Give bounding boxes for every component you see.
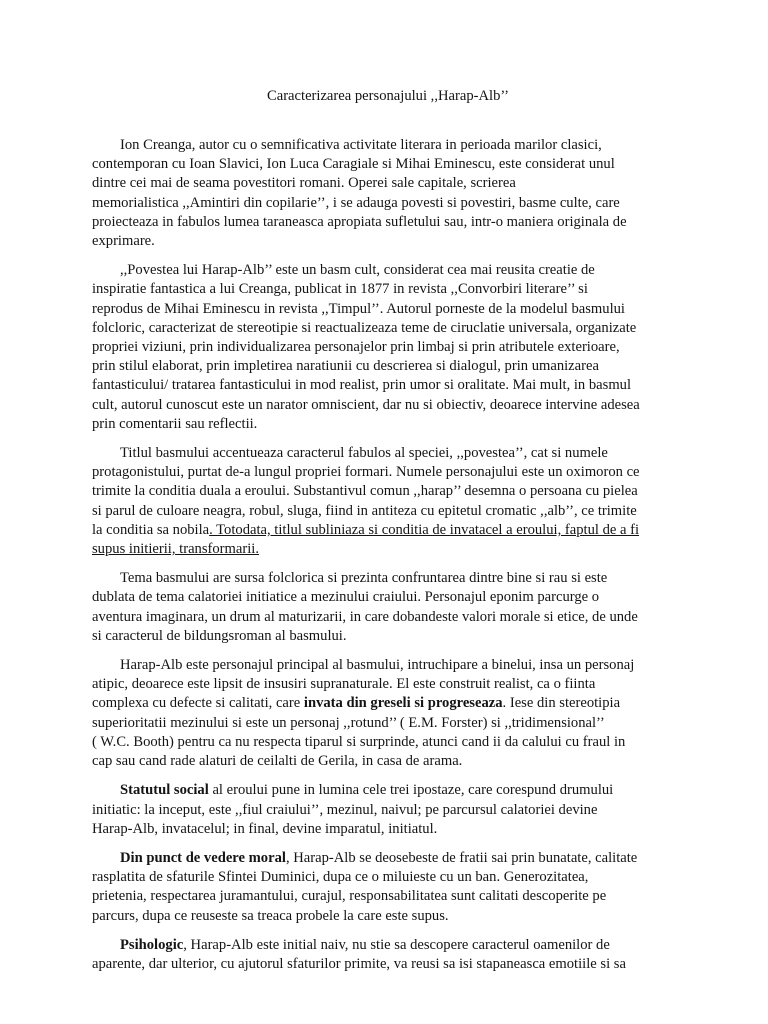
bold-text: invata din greseli si progreseaza — [303, 695, 503, 712]
text-line: si caracterul de bildungsroman al basmului. — [92, 627, 347, 644]
text-line: si parul de culoare neagra, robul, sluga, fiind in antiteza cu epitetul cromatic ,,alb’’, ce trimite — [92, 502, 637, 519]
paragraph-basm-cult — [92, 261, 678, 434]
text-line: dintre cei mai de seama povestitori romani. Operei sale capitale, scrierea — [92, 175, 516, 192]
text-line: cult, autorul cunoscut este un narator omniscient, dar nu si obiectiv, deoarece intervine adesea — [92, 396, 640, 413]
text-line: propriei viziuni, prin individualizarea personajelor prin limbaj si prin atributele exterioare, — [92, 339, 620, 356]
text-line — [92, 521, 678, 540]
text-segment: la conditia sa nobila — [92, 521, 210, 538]
text-line: exprimare. — [92, 233, 155, 250]
text-segment: , Harap-Alb se deosebeste de fratii sai prin bunatate, calitate — [285, 849, 638, 866]
text-line: Harap-Alb este personajul principal al basmului, intruchipare a binelui, insa un personaj — [120, 657, 635, 674]
text-line: proiecteaza in fabulos lumea taraneasca apropiata sufletului sau, intr-o maniera originala de — [92, 213, 627, 230]
underlined-text: supus initierii, transformarii. — [92, 541, 259, 558]
text-segment: al eroului pune in lumina cele trei ipostaze, care corespund drumului — [208, 782, 614, 799]
paragraph-tema — [92, 569, 678, 646]
text-line: Harap-Alb, invatacelul; in final, devine imparatul, initiatul. — [92, 820, 438, 837]
bold-text: Psihologic — [120, 936, 184, 953]
text-line — [92, 540, 678, 559]
text-line: memorialistica ,,Amintiri din copilarie’’, i se adauga povesti si povestiri, basme culte, care — [92, 194, 620, 211]
text-line: dublata de tema calatoriei initiatice a mezinului craiului. Personajul eponim parcurge o — [92, 589, 600, 606]
text-line: Titlul basmului accentueaza caracterul fabulos al speciei, ,,povestea’’, cat si numele — [120, 445, 608, 462]
text-line: Ion Creanga, autor cu o semnificativa activitate literara in perioada marilor clasici, — [120, 137, 602, 153]
text-line: fantasticului/ tratarea fantasticului in mod realist, prin umor si oralitate. Mai mult, in basmul — [92, 377, 632, 394]
text-line — [92, 694, 678, 713]
text-line: prin comentarii sau reflectii. — [92, 415, 258, 432]
paragraph-intro — [92, 136, 678, 251]
text-line: inspiratie fantastica a lui Creanga, publicat in 1877 in revista ,,Convorbiri literare’’ si — [92, 281, 588, 298]
text-line: trimite la conditia duala a eroului. Substantivul comun ,,harap’’ desemna o persoana cu pielea — [92, 483, 638, 500]
text-line: aparente, dar ulterior, cu ajutorul sfaturilor primite, va reusi sa isi stapaneasca emotiile si sa — [92, 955, 626, 972]
page-title: Caracterizarea personajului ,,Harap-Alb’’ — [266, 88, 509, 104]
paragraph-psihologic — [92, 936, 678, 974]
text-line: prin stilul elaborat, prin impletirea naratiunii cu descrierea si dialogul, prin umanizarea — [92, 358, 599, 375]
text-segment: . Iese din stereotipia — [502, 695, 621, 712]
text-line: ,,Povestea lui Harap-Alb’’ este un basm cult, considerat cea mai reusita creatie de — [120, 262, 595, 279]
paragraph-statut-social — [92, 781, 678, 839]
text-line: reprodus de Mihai Eminescu in revista ,,Timpul’’. Autorul porneste de la modelul basmului — [92, 300, 625, 317]
bold-text: Din punct de vedere moral — [120, 849, 286, 866]
text-line: Tema basmului are sursa folclorica si prezinta confruntarea dintre bine si rau si este — [120, 570, 608, 587]
text-line: contemporan cu Ioan Slavici, Ion Luca Caragiale si Mihai Eminescu, este considerat unul — [92, 156, 615, 173]
paragraph-moral — [92, 849, 678, 926]
text-line: parcurs, dupa ce reuseste sa treaca probele la care este supus. — [92, 907, 449, 924]
text-line: ( W.C. Booth) pentru ca nu respecta tiparul si surprinde, atunci cand ii da calului cu fraul in — [92, 733, 626, 750]
paragraph-personaj — [92, 656, 678, 771]
text-line — [92, 781, 678, 800]
text-line: superioritatii mezinului si este un personaj ,,rotund’’ ( E.M. Forster) si ,,tridimensional’’ — [92, 714, 605, 731]
text-line: folcloric, caracterizat de stereotipie si reactualizeaza teme de ciruclatie universala, organizate — [92, 319, 637, 336]
text-segment: complexa cu defecte si calitati, care — [92, 695, 304, 712]
text-line — [92, 849, 678, 868]
text-line — [92, 936, 678, 955]
text-line: aventura imaginara, un drum al maturizarii, in care dobandeste valori morale si etice, de unde — [92, 608, 638, 625]
underlined-text: . Totodata, titlul subliniaza si conditia de invatacel a eroului, faptul de a fi — [209, 521, 640, 538]
text-line: prietenia, respectarea juramantului, curajul, responsabilitatea sunt calitati descoperite pe — [92, 888, 607, 905]
text-line: cap sau cand rade alaturi de ceilalti de Gerila, in casa de arama. — [92, 753, 463, 770]
text-line: initiatic: la inceput, este ,,fiul craiului’’, mezinul, naivul; pe parcursul calatoriei devine — [92, 801, 598, 818]
text-line: protagonistului, purtat de-a lungul propriei formari. Numele personajului este un oximoron ce — [92, 464, 640, 481]
text-line: atipic, deoarece este lipsit de insusiri supranaturale. El este construit realist, ca o fiinta — [92, 676, 596, 693]
bold-text: Statutul social — [120, 782, 209, 799]
text-line: rasplatita de sfaturile Sfintei Duminici, dupa ce o miluieste cu un ban. Generozitatea, — [92, 869, 589, 886]
paragraph-titlul — [92, 444, 678, 559]
text-segment: , Harap-Alb este initial naiv, nu stie sa descopere caracterul oamenilor de — [183, 936, 610, 953]
